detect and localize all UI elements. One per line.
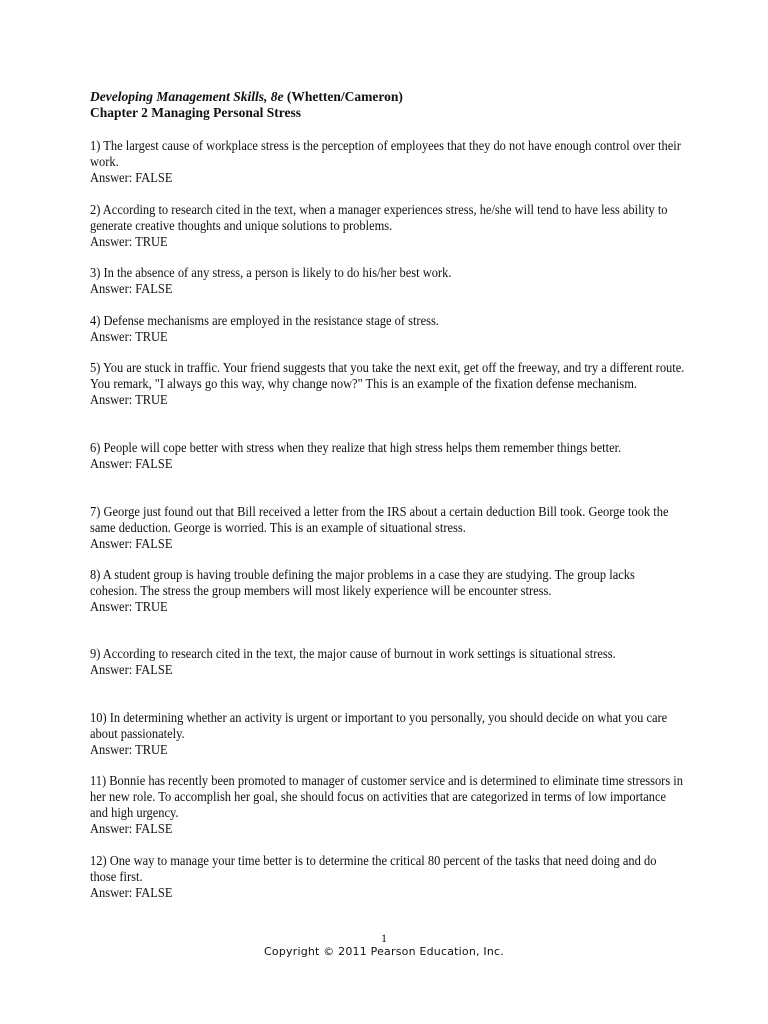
question-item <box>90 360 690 408</box>
answer-text: Answer: FALSE <box>90 885 173 900</box>
answer-text: Answer: TRUE <box>90 329 168 344</box>
question-text: 4) Defense mechanisms are employed in the resistance stage of stress. <box>90 313 439 328</box>
question-item <box>90 138 690 186</box>
question-text: 2) According to research cited in the text, when a manager experiences stress, he/she will tend to have less ability to generate creative thoughts and unique solutions to problems. <box>90 202 668 233</box>
question-text: 11) Bonnie has recently been promoted to manager of customer service and is determined to eliminate time stressors in her new role. To accomplish her goal, she should focus on activities that are categorized in terms of low importance and high urgency. <box>90 773 683 820</box>
answer-text: Answer: TRUE <box>90 392 168 407</box>
answer-text: Answer: FALSE <box>90 821 173 836</box>
answer-text: Answer: FALSE <box>90 662 173 677</box>
document-header <box>90 89 690 121</box>
question-text: 9) According to research cited in the text, the major cause of burnout in work settings is situational stress. <box>90 646 616 661</box>
title-line <box>90 89 690 105</box>
question-item <box>90 646 690 678</box>
answer-text: Answer: TRUE <box>90 599 168 614</box>
copyright-notice: Copyright © 2011 Pearson Education, Inc. <box>264 945 504 958</box>
answer-text: Answer: FALSE <box>90 536 173 551</box>
answer-text: Answer: FALSE <box>90 281 173 296</box>
chapter-title: Chapter 2 Managing Personal Stress <box>90 105 302 120</box>
question-item <box>90 440 690 472</box>
question-item <box>90 202 690 250</box>
answer-text: Answer: TRUE <box>90 234 168 249</box>
question-text: 8) A student group is having trouble defining the major problems in a case they are studying. The group lacks cohesion. The stress the group members will most likely experience will be encounter stress. <box>90 567 635 598</box>
question-text: 3) In the absence of any stress, a person is likely to do his/her best work. <box>90 265 452 280</box>
answer-text: Answer: FALSE <box>90 456 173 471</box>
question-item <box>90 710 690 758</box>
answer-text: Answer: FALSE <box>90 170 173 185</box>
question-text: 6) People will cope better with stress when they realize that high stress helps them remember things better. <box>90 440 622 455</box>
question-text: 5) You are stuck in traffic. Your friend suggests that you take the next exit, get off the freeway, and try a different route. You remark, "I always go this way, why change now?" This is an example of the fixation defense mechanism. <box>90 360 685 391</box>
question-item <box>90 853 690 901</box>
question-item <box>90 313 690 345</box>
page-number: 1 <box>381 931 387 945</box>
answer-text: Answer: TRUE <box>90 742 168 757</box>
question-item <box>90 504 690 552</box>
book-title: Developing Management Skills, 8e <box>90 89 284 104</box>
book-authors: (Whetten/Cameron) <box>283 89 403 104</box>
question-item <box>90 567 690 615</box>
question-item <box>90 773 690 837</box>
question-text: 1) The largest cause of workplace stress is the perception of employees that they do not have enough control over their work. <box>90 138 681 169</box>
question-text: 12) One way to manage your time better is to determine the critical 80 percent of the tasks that need doing and do those first. <box>90 853 657 884</box>
question-item <box>90 265 690 297</box>
question-text: 7) George just found out that Bill received a letter from the IRS about a certain deduction Bill took. George took the same deduction. George is worried. This is an example of situational stress. <box>90 504 669 535</box>
question-text: 10) In determining whether an activity is urgent or important to you personally, you should decide on what you care about passionately. <box>90 710 668 741</box>
